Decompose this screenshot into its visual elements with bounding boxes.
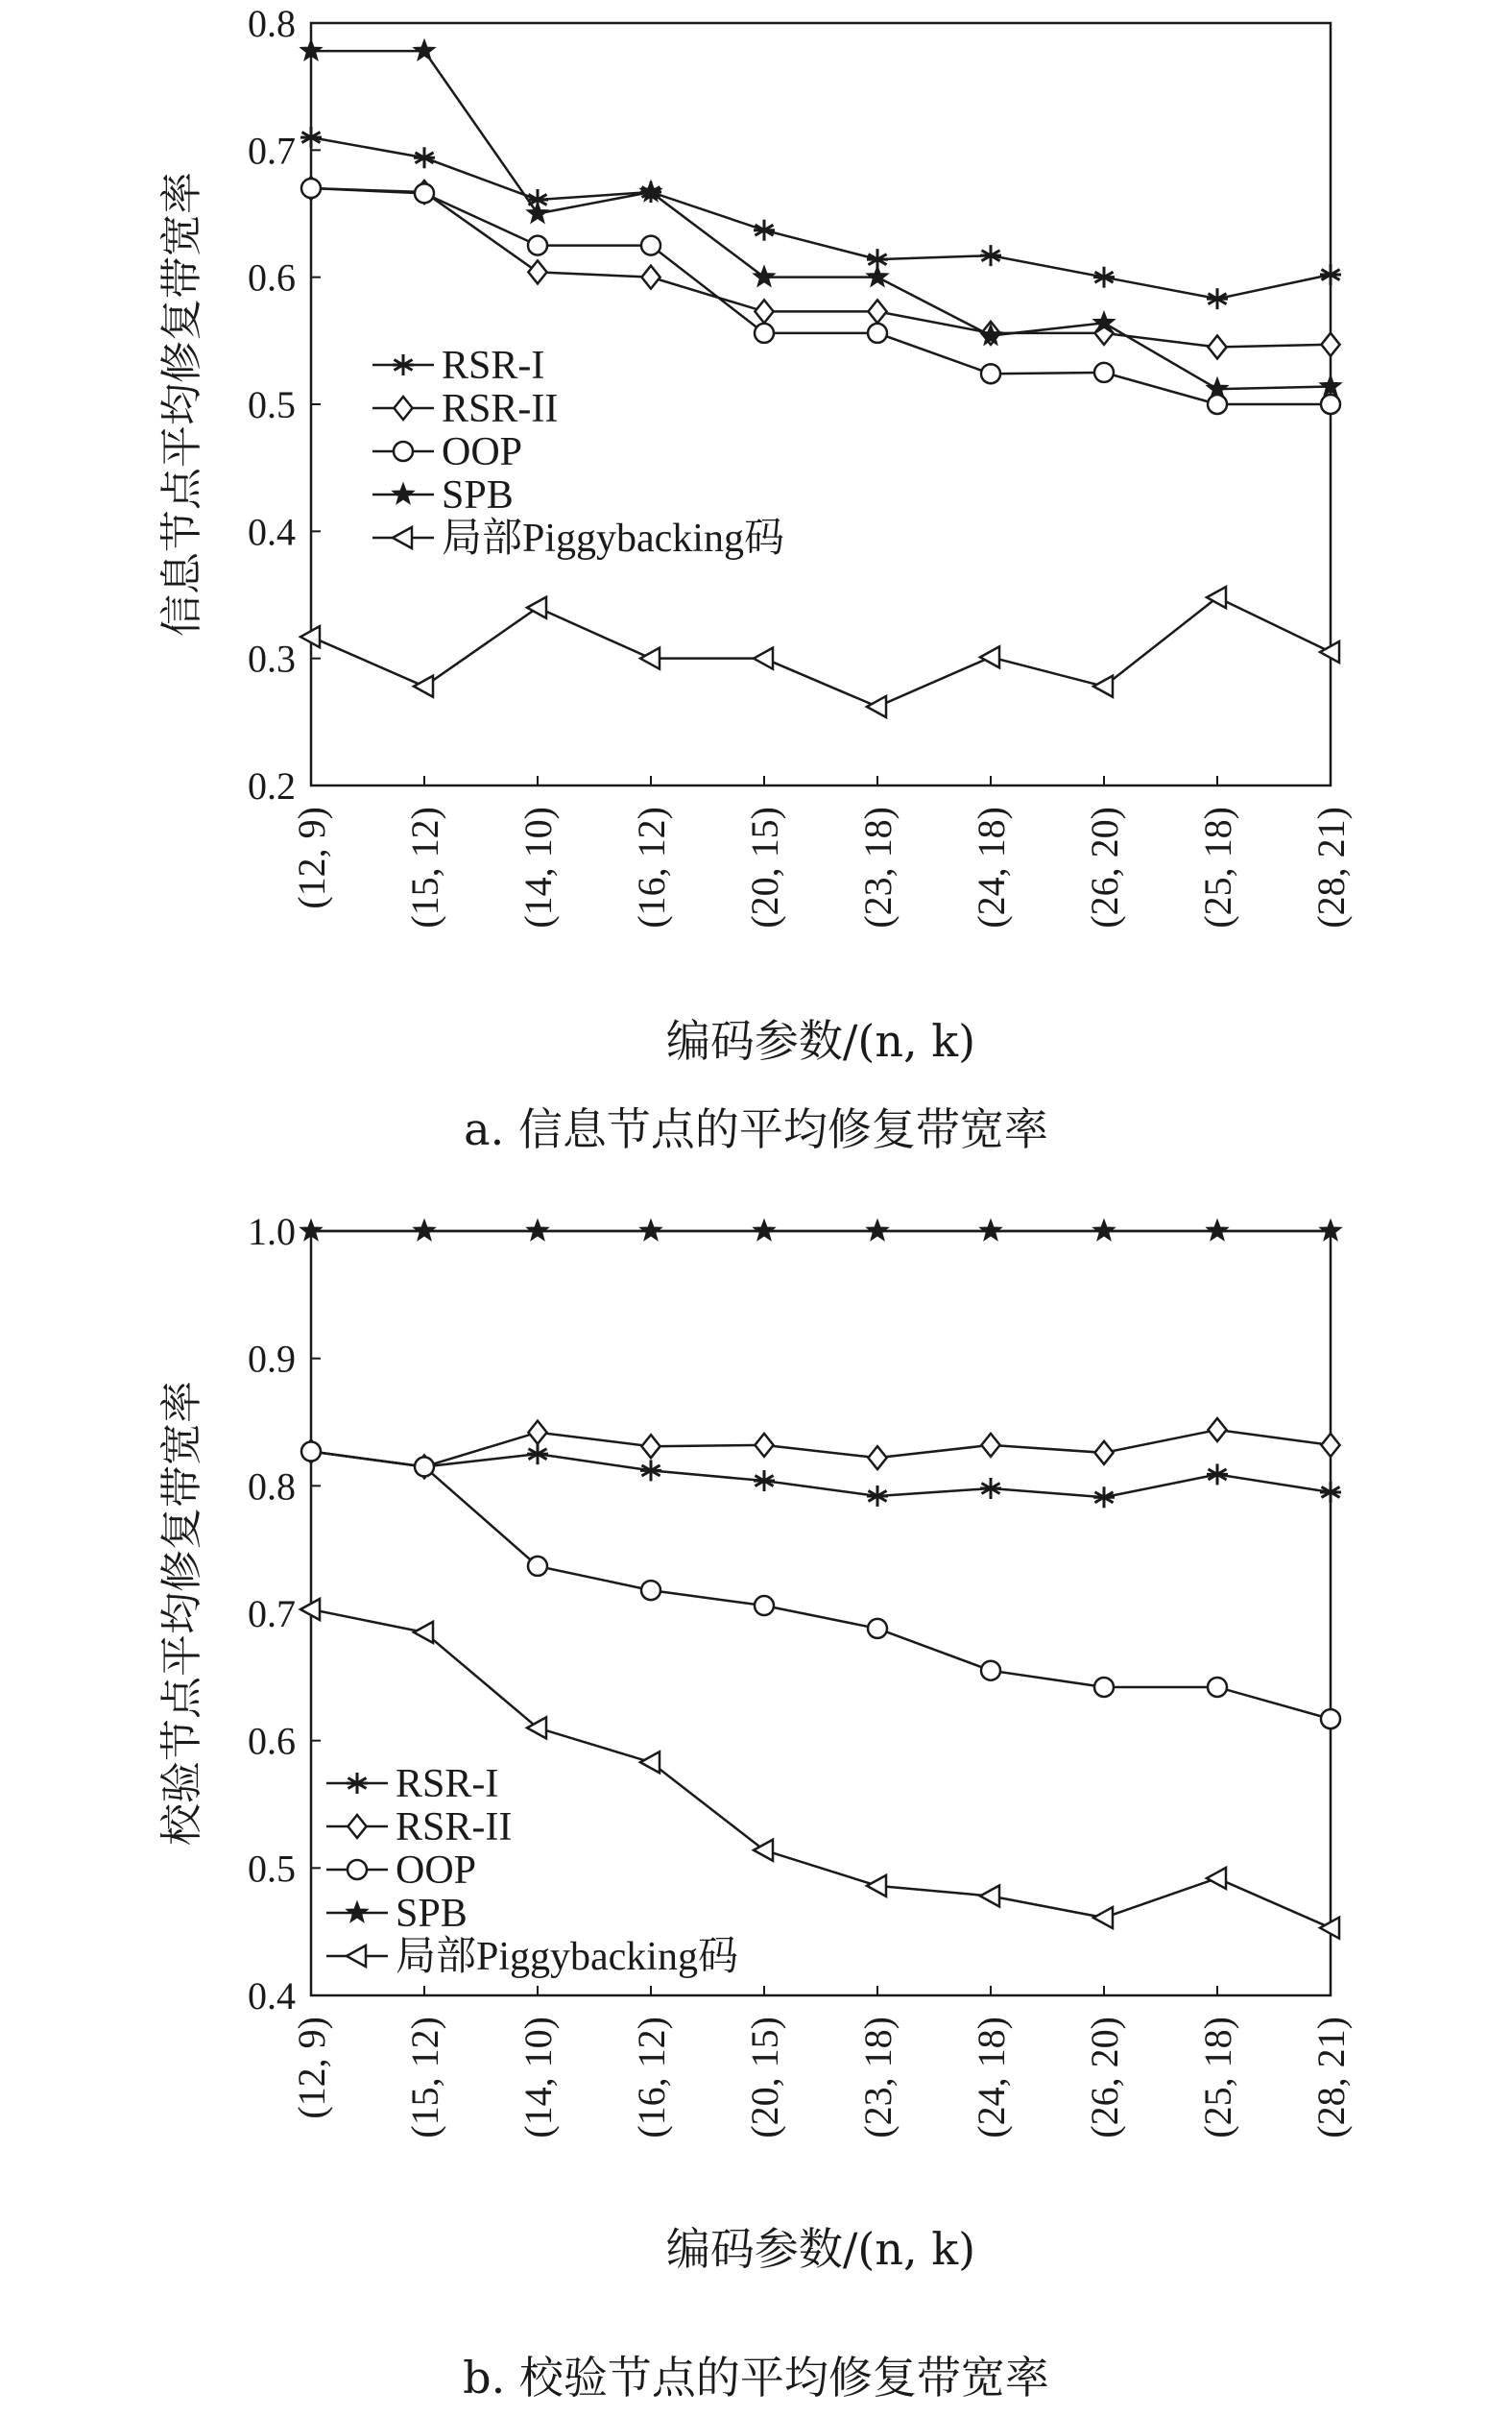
y-tick-label: 0.4 xyxy=(248,510,296,554)
data-point xyxy=(1094,1678,1114,1697)
legend-label: OOP xyxy=(396,1848,477,1893)
data-point xyxy=(980,1220,1002,1241)
legend-item xyxy=(372,473,514,518)
data-point xyxy=(640,1460,661,1481)
data-point xyxy=(1208,1678,1227,1697)
x-tick-label: (15, 12) xyxy=(403,2017,446,2138)
x-tick-label: (23, 18) xyxy=(856,807,900,929)
data-point xyxy=(754,648,773,669)
series-rsr-ii xyxy=(301,177,1339,358)
data-point xyxy=(980,1478,1001,1499)
data-point xyxy=(868,1446,886,1469)
data-point xyxy=(1321,395,1340,414)
series-line xyxy=(311,1452,1331,1498)
data-point xyxy=(528,260,546,283)
series-spb xyxy=(300,1220,1342,1241)
series-line xyxy=(311,137,1331,299)
data-point xyxy=(1207,288,1228,309)
data-point xyxy=(868,1619,887,1638)
y-tick-label: 1.0 xyxy=(248,1210,296,1253)
y-tick-label: 0.3 xyxy=(248,637,296,681)
x-tick-label: (26, 20) xyxy=(1083,2017,1126,2138)
x-tick-label: (26, 20) xyxy=(1083,807,1126,929)
data-point xyxy=(415,1457,434,1476)
legend-marker xyxy=(393,483,415,504)
x-tick-label: (16, 12) xyxy=(630,807,673,929)
data-point xyxy=(981,1434,999,1457)
series-line xyxy=(311,597,1331,707)
x-tick-label: (20, 15) xyxy=(743,807,786,929)
data-point xyxy=(754,1470,775,1491)
legend-marker xyxy=(348,1860,367,1879)
data-point xyxy=(755,1434,773,1457)
legend-item xyxy=(326,1805,512,1849)
data-point xyxy=(868,324,887,343)
y-axis-label: 校验节点平均修复带宽率 xyxy=(157,1381,206,1846)
data-point xyxy=(641,1581,660,1600)
chart-b xyxy=(0,1200,1512,2343)
legend-item xyxy=(326,1848,476,1893)
data-point xyxy=(1093,1220,1116,1241)
series-rsr-i xyxy=(300,127,1341,309)
x-tick-label: (28, 21) xyxy=(1309,807,1353,929)
x-tick-label: (15, 12) xyxy=(403,807,446,929)
legend-item xyxy=(326,1935,738,1979)
data-point xyxy=(868,300,886,323)
data-point xyxy=(867,266,889,287)
data-point xyxy=(301,179,321,198)
x-tick-label: (28, 21) xyxy=(1309,2017,1353,2138)
y-tick-label: 0.7 xyxy=(248,1592,296,1635)
legend-marker xyxy=(394,442,413,461)
data-point xyxy=(528,1421,546,1444)
caption-b: b. 校验节点的平均修复带宽率 xyxy=(463,2352,1049,2404)
legend-item xyxy=(372,344,544,388)
data-point xyxy=(1208,1418,1226,1441)
data-point xyxy=(980,646,999,667)
data-point xyxy=(301,1442,321,1462)
x-tick-label: (25, 18) xyxy=(1196,807,1239,929)
legend-item xyxy=(326,1762,498,1806)
legend-label: 局部Piggybacking码 xyxy=(396,1935,738,1979)
legend-marker xyxy=(393,527,412,548)
data-point xyxy=(1207,1463,1228,1485)
x-tick-label: (14, 10) xyxy=(516,807,560,929)
x-tick-label: (25, 18) xyxy=(1196,2017,1239,2138)
legend-label: RSR-II xyxy=(442,387,559,431)
data-point xyxy=(981,1661,1000,1680)
legend-marker xyxy=(347,1901,369,1922)
legend-label: OOP xyxy=(442,430,523,474)
data-point xyxy=(641,1435,660,1458)
y-tick-label: 0.2 xyxy=(248,764,296,808)
x-tick-label: (16, 12) xyxy=(630,2017,673,2138)
data-point xyxy=(1320,264,1341,285)
data-point xyxy=(528,236,547,255)
legend-marker xyxy=(347,1773,368,1794)
x-tick-label: (20, 15) xyxy=(743,2017,786,2138)
chart-a xyxy=(0,0,1512,1181)
legend-label: 局部Piggybacking码 xyxy=(442,517,784,561)
legend-label: RSR-II xyxy=(396,1805,513,1849)
legend-marker xyxy=(347,1945,366,1967)
data-point xyxy=(414,676,433,697)
y-tick-label: 0.7 xyxy=(248,129,296,173)
data-point xyxy=(867,1220,889,1241)
x-tick-label: (23, 18) xyxy=(856,2017,900,2138)
data-point xyxy=(1320,1482,1341,1503)
data-point xyxy=(867,1875,886,1897)
legend-label: SPB xyxy=(396,1892,468,1936)
y-tick-label: 0.8 xyxy=(248,2,296,45)
legend-item xyxy=(326,1892,468,1936)
x-axis-label: 编码参数/(n, k) xyxy=(665,1015,976,1067)
data-point xyxy=(754,1220,776,1241)
y-tick-label: 0.6 xyxy=(248,1719,296,1763)
data-point xyxy=(415,183,434,203)
data-point xyxy=(641,266,660,289)
data-point xyxy=(981,364,1000,383)
data-point xyxy=(867,1486,888,1507)
legend-label: RSR-I xyxy=(442,344,545,388)
legend-item xyxy=(372,387,558,431)
series-rsr-ii xyxy=(301,1418,1339,1478)
x-tick-label: (24, 18) xyxy=(970,807,1013,929)
data-point xyxy=(1093,1907,1113,1928)
data-point xyxy=(527,597,546,618)
data-point xyxy=(754,266,776,287)
data-point xyxy=(755,300,773,323)
legend-label: SPB xyxy=(442,473,514,518)
legend-item xyxy=(372,517,784,561)
y-tick-label: 0.8 xyxy=(248,1464,296,1509)
legend-marker xyxy=(348,1815,366,1838)
data-point xyxy=(414,1622,433,1643)
data-point xyxy=(414,1220,436,1241)
x-tick-label: (12, 9) xyxy=(290,807,333,909)
x-tick-label: (24, 18) xyxy=(970,2017,1013,2138)
data-point xyxy=(640,1220,662,1241)
data-point xyxy=(641,236,660,255)
x-tick-label: (14, 10) xyxy=(516,2017,560,2138)
y-tick-label: 0.6 xyxy=(248,255,296,300)
legend xyxy=(326,1762,738,1979)
series-line xyxy=(311,1452,1331,1720)
legend-label: RSR-I xyxy=(396,1762,499,1806)
legend xyxy=(372,344,784,561)
data-point xyxy=(1208,335,1226,358)
data-point xyxy=(414,39,436,60)
data-point xyxy=(1321,333,1339,356)
y-tick-label: 0.5 xyxy=(248,1847,296,1891)
data-point xyxy=(414,147,435,168)
y-tick-label: 0.5 xyxy=(248,383,296,426)
data-point xyxy=(1207,1868,1226,1889)
legend-item xyxy=(372,430,522,474)
y-tick-label: 0.4 xyxy=(248,1974,296,2017)
data-point xyxy=(527,1443,548,1464)
data-point xyxy=(640,648,660,669)
caption-a: a. 信息节点的平均修复带宽率 xyxy=(464,1103,1048,1155)
data-point xyxy=(527,1220,549,1241)
data-point xyxy=(1093,267,1115,288)
data-point xyxy=(300,127,322,148)
data-point xyxy=(640,1752,660,1773)
data-point xyxy=(1321,1434,1339,1457)
data-point xyxy=(1093,1486,1115,1508)
data-point xyxy=(754,220,775,241)
series-oop xyxy=(301,1442,1340,1729)
data-point xyxy=(1207,1220,1229,1241)
data-point xyxy=(867,696,886,717)
data-point xyxy=(980,245,1001,266)
data-point xyxy=(755,1596,774,1615)
data-point xyxy=(980,1886,999,1907)
y-axis-label: 信息节点平均修复带宽率 xyxy=(157,172,206,637)
data-point xyxy=(1094,1441,1113,1464)
legend-marker xyxy=(394,397,412,420)
series-piggybacking xyxy=(300,587,1339,717)
data-point xyxy=(528,1557,547,1576)
data-point xyxy=(1094,363,1114,382)
y-tick-label: 0.9 xyxy=(248,1337,296,1381)
data-point xyxy=(1093,676,1113,697)
x-tick-label: (12, 9) xyxy=(290,2017,333,2119)
x-axis-label: 编码参数/(n, k) xyxy=(665,2223,976,2275)
legend-marker xyxy=(393,354,414,375)
data-point xyxy=(755,324,774,343)
data-point xyxy=(1321,1709,1340,1728)
